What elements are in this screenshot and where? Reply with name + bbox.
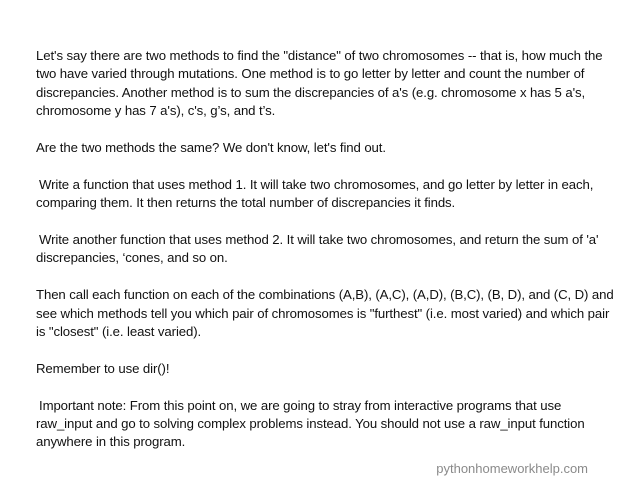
paragraph-combinations: Then call each function on each of the combinations (A,B), (A,C), (A,D), (B,C), (B, D), and (C, D) and see which methods tell you which pair of chromosomes is "furthest" (i.e. most varied) and which pair is "closest" (i.e. least varied). [36, 287, 614, 340]
paragraph-reminder: Remember to use dir()! [36, 360, 170, 376]
footer-watermark: pythonhomeworkhelp.com [436, 461, 588, 476]
paragraph-intro: Let's say there are two methods to find the "distance" of two chromosomes -- that is, how much the two have varied through mutations. One method is to go letter by letter and count the number of discrepancies. Another method is to sum the discrepancies of a's (e.g. chromosome x has 5 a's, chromosome y has 7 a's), c's, g’s, and t’s. [36, 48, 603, 119]
paragraph-method-1: Write a function that uses method 1. It will take two chromosomes, and go letter by letter in each, comparing them. It then returns the total number of discrepancies it finds. [36, 176, 594, 211]
paragraph-important-note: Important note: From this point on, we are going to stray from interactive programs that use raw_input and go to solving complex problems instead. You should not use a raw_input function anywhere in this program. [36, 397, 585, 450]
paragraph-method-2: Write another function that uses method 2. It will take two chromosomes, and return the sum of 'a' discrepancies, ‘cones, and so on. [36, 232, 599, 266]
paragraph-question: Are the two methods the same? We don't know, let's find out. [36, 140, 386, 156]
slide-body [36, 47, 614, 470]
